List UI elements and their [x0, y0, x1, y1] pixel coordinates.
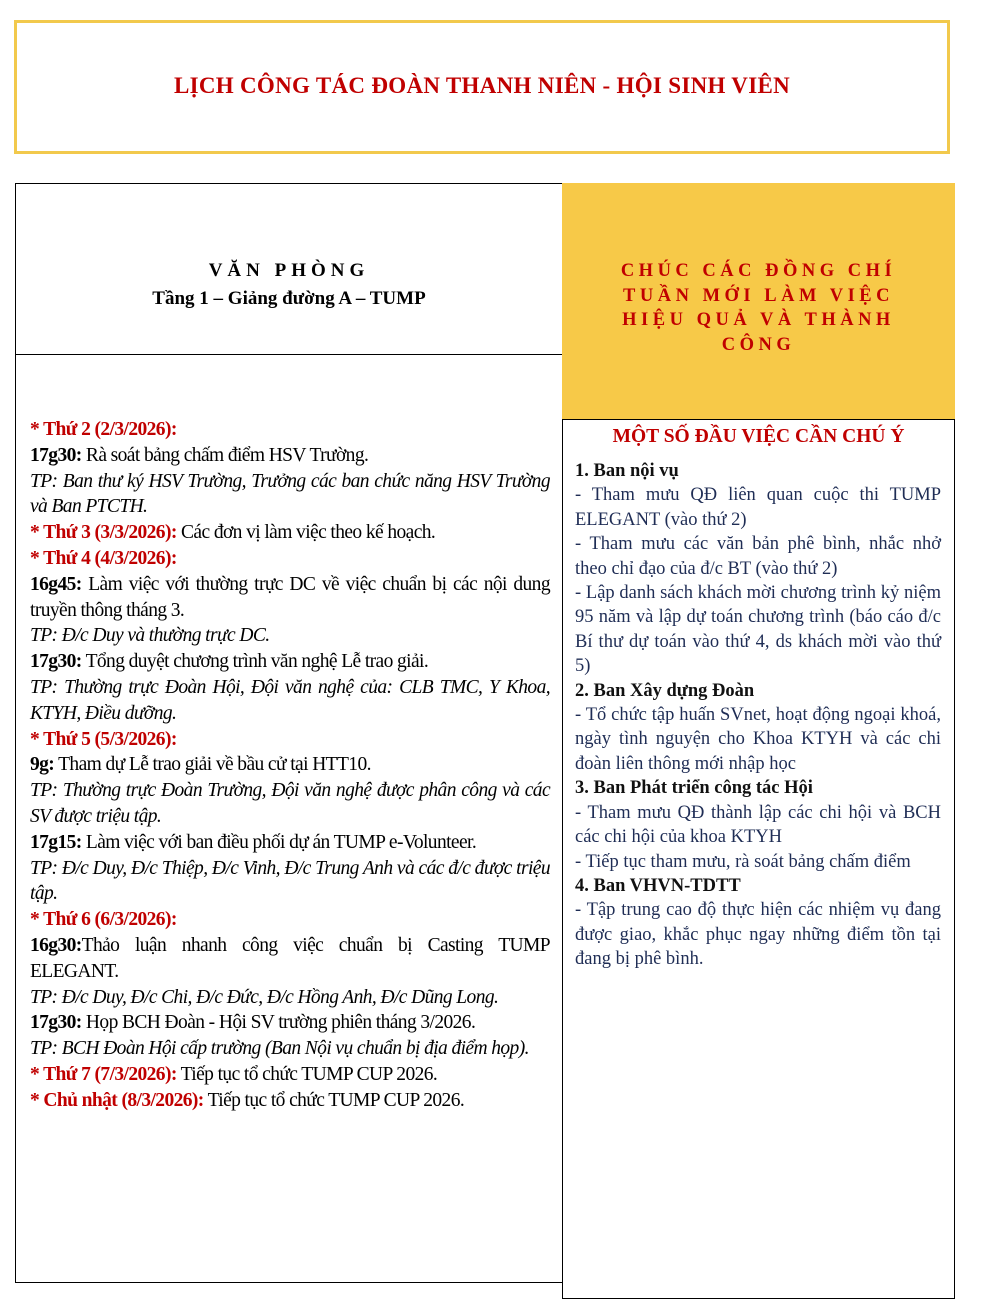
item-participants: TP: Đ/c Duy và thường trực DC.	[30, 625, 270, 647]
tasks-heading: MỘT SỐ ĐẦU VIỆC CẦN CHÚ Ý	[612, 426, 905, 447]
day-label: * Thứ 6 (6/3/2026):	[30, 909, 177, 931]
item-time: 9g:	[30, 754, 55, 776]
item-time: 16g30:	[30, 934, 82, 956]
item-text: Tham dự Lễ trao giải về bầu cử tại HTT10.	[54, 754, 371, 776]
schedule-item	[30, 443, 550, 469]
item-text: Họp BCH Đoàn - Hội SV trường phiên tháng 3/2026.	[81, 1012, 476, 1034]
schedule-day	[30, 417, 550, 443]
schedule-item	[30, 830, 550, 856]
item-participants: TP: Thường trực Đoàn Trường, Đội văn nghệ được phân công và các SV được triệu tập.	[30, 780, 550, 827]
schedule-item	[30, 572, 550, 624]
office-header	[16, 184, 562, 355]
tasks-list	[575, 459, 941, 972]
task-item: - Tham mưu QĐ liên quan cuộc thi TUMP ELEGANT (vào thứ 2)	[575, 485, 941, 530]
item-text: Thảo luận nhanh công việc chuẩn bị Casting TUMP ELEGANT.	[30, 934, 550, 982]
item-time: 17g15:	[30, 831, 82, 853]
greeting-box	[562, 183, 955, 420]
day-label: * Thứ 7 (7/3/2026):	[30, 1063, 177, 1085]
schedule-day	[30, 1062, 550, 1088]
item-participants: TP: Ban thư ký HSV Trường, Trưởng các ban chức năng HSV Trường và Ban PTCTH.	[30, 470, 550, 518]
schedule-panel	[15, 183, 563, 1283]
day-label: * Chủ nhật (8/3/2026):	[30, 1089, 204, 1111]
task-item: - Tập trung cao độ thực hiện các nhiệm vụ đang được giao, khắc phục ngay những điểm tồn tại đang bị phê bình.	[575, 900, 941, 970]
item-time: 16g45:	[30, 573, 82, 595]
item-time: 17g30:	[30, 1012, 82, 1034]
schedule-item	[30, 1010, 550, 1036]
page-title: LỊCH CÔNG TÁC ĐOÀN THANH NIÊN - HỘI SINH VIÊN	[173, 73, 791, 98]
schedule-item	[30, 649, 550, 675]
day-label: * Thứ 5 (5/3/2026):	[30, 728, 177, 750]
schedule-item	[30, 933, 550, 985]
schedule-day	[30, 520, 550, 546]
item-text: Rà soát bảng chấm điểm HSV Trường.	[81, 444, 369, 466]
office-location: Tầng 1 – Giảng đường A – TUMP	[152, 288, 426, 309]
schedule-day	[30, 727, 550, 753]
office-title: VĂN PHÒNG	[208, 260, 370, 281]
day-label: * Thứ 3 (3/3/2026):	[30, 522, 177, 544]
item-participants: TP: Đ/c Duy, Đ/c Chi, Đ/c Đức, Đ/c Hồng Anh, Đ/c Dũng Long.	[30, 986, 499, 1008]
task-item: - Tổ chức tập huấn SVnet, hoạt động ngoại khoá, ngày tình nguyện cho Khoa KTYH và các chi đoàn liên thông mới nhập học	[575, 705, 941, 774]
day-label: * Thứ 2 (2/3/2026):	[30, 419, 177, 440]
item-participants: TP: Đ/c Duy, Đ/c Thiệp, Đ/c Vinh, Đ/c Trung Anh và các đ/c được triệu tập.	[30, 857, 550, 905]
task-section-title: 4. Ban VHVN-TDTT	[575, 875, 741, 896]
task-item: - Lập danh sách khách mời chương trình kỷ niệm 95 năm và lập dự toán chương trình (báo cáo đ/c Bí thư dự toán vào thứ 4, ds khách mời vào thứ 5)	[575, 583, 941, 677]
item-text: Làm việc với ban điều phối dự án TUMP e-Volunteer.	[81, 831, 477, 853]
schedule-item	[30, 752, 550, 778]
task-item: - Tham mưu các văn bản phê bình, nhắc nhở theo chỉ đạo của đ/c BT (vào thứ 2)	[575, 534, 941, 579]
item-time: 17g30:	[30, 444, 82, 466]
item-time: 17g30:	[30, 651, 82, 673]
schedule-day	[30, 1088, 550, 1114]
item-text: Làm việc với thường trực DC về việc chuẩn bị các nội dung truyền thông tháng 3.	[30, 573, 550, 621]
day-note: Tiếp tục tổ chức TUMP CUP 2026.	[203, 1089, 465, 1111]
title-banner	[14, 20, 950, 154]
task-item: - Tham mưu QĐ thành lập các chi hội và BCH các chi hội của khoa KTYH	[575, 802, 941, 848]
day-note: Các đơn vị làm việc theo kế hoạch.	[176, 522, 436, 544]
task-section-title: 2. Ban Xây dựng Đoàn	[575, 680, 755, 701]
greeting-text: CHÚC CÁC ĐỒNG CHÍ TUẦN MỚI LÀM VIỆC HIỆU QUẢ VÀ THÀNH CÔNG	[620, 261, 897, 355]
schedule-day	[30, 546, 550, 572]
item-participants: TP: BCH Đoàn Hội cấp trường (Ban Nội vụ chuẩn bị địa điểm họp).	[30, 1038, 529, 1060]
tasks-panel	[562, 419, 955, 1299]
weekly-schedule	[30, 417, 550, 1114]
day-label: * Thứ 4 (4/3/2026):	[30, 547, 177, 569]
task-section-title: 1. Ban nội vụ	[575, 461, 679, 481]
item-participants: TP: Thường trực Đoàn Hội, Đội văn nghệ của: CLB TMC, Y Khoa, KTYH, Điều dưỡng.	[30, 676, 550, 724]
task-item: - Tiếp tục tham mưu, rà soát bảng chấm điểm	[575, 851, 911, 872]
task-section-title: 3. Ban Phát triển công tác Hội	[575, 778, 813, 799]
schedule-day	[30, 907, 550, 933]
day-note: Tiếp tục tổ chức TUMP CUP 2026.	[176, 1063, 438, 1085]
item-text: Tổng duyệt chương trình văn nghệ Lễ trao giải.	[81, 651, 429, 673]
